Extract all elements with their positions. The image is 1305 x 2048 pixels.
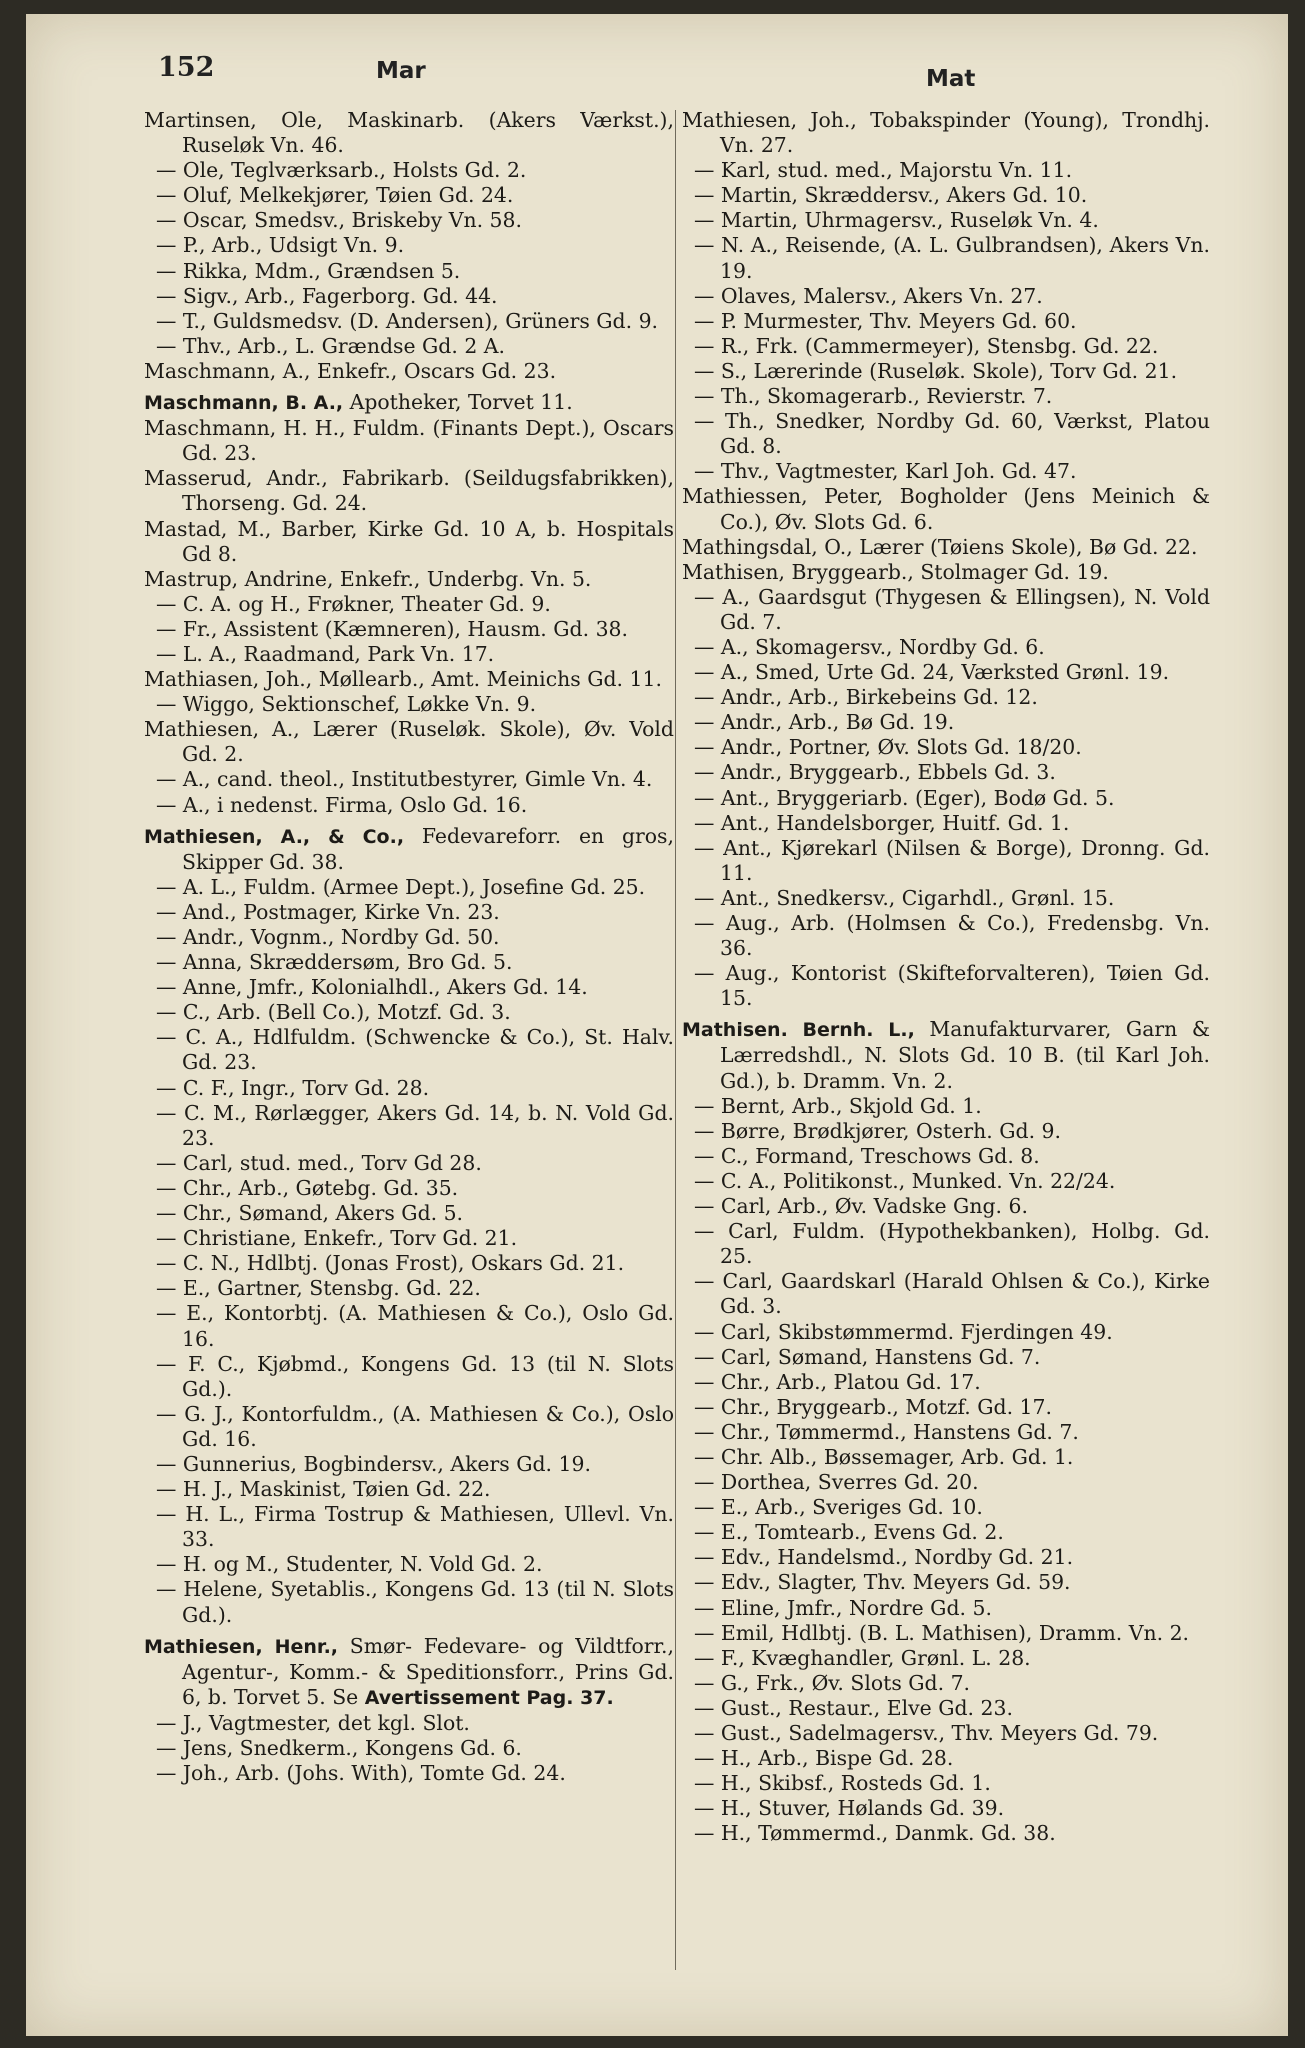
directory-entry (682, 1219, 1210, 1269)
directory-entry (144, 900, 674, 925)
entry-text: Mathiesen, Joh., Tobakspinder (Young), Trondhj. Vn. 27. (682, 108, 1210, 158)
entry-text: — A. L., Fuldm. (Armee Dept.), Josefine Gd. 25. (156, 874, 646, 899)
entry-text: — Martin, Skræddersv., Akers Gd. 10. (694, 183, 1088, 208)
directory-entry (144, 592, 674, 617)
directory-entry (682, 233, 1210, 283)
page-number: 152 (158, 52, 215, 83)
directory-entry (682, 1771, 1210, 1796)
entry-text: — Andr., Portner, Øv. Slots Gd. 18/20. (694, 735, 1082, 760)
entry-text: — Andr., Arb., Birkebeins Gd. 12. (694, 685, 1038, 710)
directory-entry (144, 667, 674, 692)
directory-entry (682, 459, 1210, 484)
directory-entry (144, 925, 674, 950)
entry-text: — Ole, Teglværksarb., Holsts Gd. 2. (156, 158, 527, 183)
entry-text: — H., Stuver, Hølands Gd. 39. (694, 1796, 1005, 1821)
directory-entry (144, 1000, 674, 1025)
entry-text: — Wiggo, Sektionschef, Løkke Vn. 9. (156, 692, 537, 717)
directory-entry (682, 1395, 1210, 1420)
header-right-word: Mat (926, 66, 976, 92)
entry-text: — Bernt, Arb., Skjold Gd. 1. (694, 1093, 982, 1118)
entry-text: — A., Gaardsgut (Thygesen & Ellingsen), N. Vold Gd. 7. (694, 584, 1210, 634)
entry-text: — Joh., Arb. (Johs. With), Tomte Gd. 24. (156, 1761, 566, 1786)
directory-entry (144, 1634, 674, 1711)
entry-text: Maschmann, A., Enkefr., Oscars Gd. 23. (144, 358, 557, 383)
directory-entry (144, 1452, 674, 1477)
entry-text: — Gust., Sadelmagersv., Thv. Meyers Gd. 79. (694, 1721, 1159, 1745)
directory-entry (682, 786, 1210, 811)
directory-entry (144, 1477, 674, 1502)
entry-text: — Edv., Handelsmd., Nordby Gd. 21. (694, 1545, 1074, 1570)
entry-text: — N. A., Reisende, (A. L. Gulbrandsen), Akers Vn. 19. (694, 233, 1210, 283)
left-column (144, 108, 674, 1786)
directory-entry (682, 1746, 1210, 1771)
directory-entry (144, 1176, 674, 1201)
directory-entry (144, 617, 674, 642)
entry-text: — H. L., Firma Tostrup & Mathiesen, Ullevl. Vn. 33. (156, 1502, 674, 1552)
entry-text: — Eline, Jmfr., Nordre Gd. 5. (694, 1595, 992, 1620)
entry-text: Manufakturvarer, Garn & Lærredshdl., N. Slots Gd. 10 B. (til Karl Joh. Gd.), b. Dramm. Vn. 2. (720, 1017, 1210, 1093)
page-header (26, 38, 1288, 92)
directory-entry (682, 585, 1210, 635)
entry-text: — Oluf, Melkekjører, Tøien Gd. 24. (156, 183, 514, 208)
directory-entry (144, 1352, 674, 1402)
entry-text: — Carl, Sømand, Hanstens Gd. 7. (694, 1344, 1041, 1369)
directory-entry (144, 1552, 674, 1577)
directory-entry (682, 660, 1210, 685)
directory-entry (682, 1495, 1210, 1520)
entry-text: — Anna, Skræddersøm, Bro Gd. 5. (156, 950, 513, 975)
entry-text: — Karl, stud. med., Majorstu Vn. 11. (694, 158, 1073, 183)
directory-entry (144, 517, 674, 567)
directory-entry (682, 158, 1210, 183)
entry-text: — Børre, Brødkjører, Osterh. Gd. 9. (694, 1118, 1062, 1143)
entry-text: — C. M., Rørlægger, Akers Gd. 14, b. N. Vold Gd. 23. (156, 1100, 674, 1150)
entry-text: — Edv., Slagter, Thv. Meyers Gd. 59. (694, 1570, 1071, 1595)
directory-entry (144, 1711, 674, 1736)
directory-entry (144, 975, 674, 1000)
entry-name-bold: Maschmann, B. A., (144, 392, 344, 415)
entry-text: — C. N., Hdlbtj. (Jonas Frost), Oskars Gd. 21. (156, 1251, 625, 1276)
entry-text: — Christiane, Enkefr., Torv Gd. 21. (156, 1226, 518, 1251)
entry-text: — Andr., Vognm., Nordby Gd. 50. (156, 925, 500, 949)
directory-entry (682, 183, 1210, 208)
directory-entry (144, 1251, 674, 1276)
entry-text: — Emil, Hdlbtj. (B. L. Mathisen), Dramm. Vn. 2. (694, 1620, 1190, 1645)
entry-text: — P. Murmester, Thv. Meyers Gd. 60. (694, 308, 1077, 333)
entry-text: — E., Kontorbtj. (A. Mathiesen & Co.), Oslo Gd. 16. (156, 1301, 674, 1351)
entry-text: — Carl, Skibstømmermd. Fjerdingen 49. (694, 1319, 1113, 1344)
entry-text: — Th., Snedker, Nordby Gd. 60, Værkst, Platou Gd. 8. (694, 409, 1210, 459)
directory-entry (682, 208, 1210, 233)
directory-entry (144, 208, 674, 233)
entry-text: — Andr., Arb., Bø Gd. 19. (694, 710, 955, 735)
directory-entry (682, 1445, 1210, 1470)
entry-reference-bold: Avertissement Pag. 37. (364, 1686, 614, 1709)
directory-entry (682, 1119, 1210, 1144)
entry-text: Mathiesen, A., Lærer (Ruseløk. Skole), Øv. Vold Gd. 2. (144, 717, 674, 767)
entry-text: Mathingsdal, O., Lærer (Tøiens Skole), Bø Gd. 22. (682, 534, 1198, 559)
header-left-word: Mar (376, 58, 426, 84)
directory-entry (682, 1269, 1210, 1319)
entry-text: — Ant., Kjørekarl (Nilsen & Borge), Dronng. Gd. 11. (694, 835, 1210, 885)
directory-entry (144, 1201, 674, 1226)
entry-text: — S., Lærerinde (Ruseløk. Skole), Torv Gd. 21. (694, 358, 1178, 383)
column-divider (675, 110, 676, 1970)
directory-entry (682, 1696, 1210, 1721)
entry-text: Maschmann, H. H., Fuldm. (Finants Dept.), Oscars Gd. 23. (144, 416, 674, 466)
entry-text: — R., Frk. (Cammermeyer), Stensbg. Gd. 22. (694, 333, 1159, 358)
directory-entry (144, 793, 674, 818)
directory-entry (682, 1596, 1210, 1621)
entry-text: — H. J., Maskinist, Tøien Gd. 22. (156, 1477, 491, 1502)
directory-entry (682, 535, 1210, 560)
entry-text: — Thv., Vagtmester, Karl Joh. Gd. 47. (694, 459, 1077, 484)
entry-text: Fedevareforr. en gros, Skipper Gd. 38. (182, 823, 675, 874)
entry-text: — A., Smed, Urte Gd. 24, Værksted Grønl. 19. (694, 660, 1170, 685)
entry-text: — Thv., Arb., L. Grændse Gd. 2 A. (156, 333, 505, 358)
directory-entry (682, 685, 1210, 710)
entry-text: — F. C., Kjøbmd., Kongens Gd. 13 (til N. Slots Gd.). (156, 1351, 674, 1401)
directory-entry (144, 233, 674, 258)
directory-entry (682, 359, 1210, 384)
directory-entry (682, 1570, 1210, 1595)
directory-entry (682, 1370, 1210, 1395)
entry-text: — C., Formand, Treschows Gd. 8. (694, 1143, 1040, 1168)
entry-text: — C., Arb. (Bell Co.), Motzf. Gd. 3. (156, 1000, 511, 1025)
entry-text: — F., Kvæghandler, Grønl. L. 28. (694, 1645, 1031, 1670)
entry-text: — H., Arb., Bispe Gd. 28. (694, 1746, 954, 1771)
directory-entry (144, 416, 674, 466)
entry-text: — H. og M., Studenter, N. Vold Gd. 2. (156, 1552, 543, 1577)
entry-text: — Aug., Arb. (Holmsen & Co.), Fredensbg. Vn. 36. (694, 911, 1210, 961)
entry-text: — Gust., Restaur., Elve Gd. 23. (694, 1695, 1013, 1720)
entry-text: — E., Tomtearb., Evens Gd. 2. (694, 1520, 1004, 1545)
directory-entry (144, 950, 674, 975)
entry-text: — T., Guldsmedsv. (D. Andersen), Grüners Gd. 9. (156, 308, 659, 333)
directory-entry (682, 1796, 1210, 1821)
entry-text: Smør- Fedevare- og Vildtforr., Agentur-, Komm.- & Speditionsforr., Prins Gd. 6, b. Torvet 5. Se (182, 1633, 674, 1709)
directory-entry (144, 1276, 674, 1301)
directory-entry (144, 183, 674, 208)
entry-text: — C. A., Politikonst., Munked. Vn. 22/24. (694, 1168, 1116, 1193)
entry-text: — E., Gartner, Stensbg. Gd. 22. (156, 1276, 481, 1301)
directory-entry (682, 409, 1210, 459)
directory-entry (682, 760, 1210, 785)
directory-entry (144, 767, 674, 792)
directory-entry (682, 1345, 1210, 1370)
directory-entry (144, 158, 674, 183)
entry-text: — Dorthea, Sverres Gd. 20. (694, 1470, 979, 1495)
entry-text: — Chr., Arb., Platou Gd. 17. (694, 1369, 981, 1394)
entry-text: — Oscar, Smedsv., Briskeby Vn. 58. (156, 208, 522, 233)
right-column (682, 108, 1210, 1846)
entry-text: — J., Vagtmester, det kgl. Slot. (156, 1710, 470, 1735)
entry-text: — Gunnerius, Bogbindersv., Akers Gd. 19. (156, 1451, 591, 1476)
directory-entry (144, 108, 674, 158)
entry-text: Mathiessen, Peter, Bogholder (Jens Meinich & Co.), Øv. Slots Gd. 6. (682, 484, 1210, 534)
directory-entry (682, 560, 1210, 585)
directory-entry (144, 692, 674, 717)
entry-text: Mastad, M., Barber, Kirke Gd. 10 A, b. Hospitals Gd 8. (144, 516, 674, 566)
entry-text: — H., Tømmermd., Danmk. Gd. 38. (694, 1821, 1056, 1846)
entry-text: — C. F., Ingr., Torv Gd. 28. (156, 1075, 430, 1100)
directory-entry (682, 1671, 1210, 1696)
directory-entry (144, 1101, 674, 1151)
directory-entry (682, 284, 1210, 309)
directory-entry (144, 359, 674, 384)
directory-entry (144, 1025, 674, 1075)
directory-entry (144, 1301, 674, 1351)
entry-text: — Chr., Tømmermd., Hanstens Gd. 7. (694, 1419, 1079, 1444)
directory-entry (682, 1094, 1210, 1119)
entry-text: — Th., Skomagerarb., Revierstr. 7. (694, 384, 1053, 409)
directory-entry (144, 1151, 674, 1176)
entry-text: — Ant., Handelsborger, Huitf. Gd. 1. (694, 810, 1070, 835)
directory-entry (144, 824, 674, 875)
directory-entry (144, 284, 674, 309)
directory-entry (682, 710, 1210, 735)
entry-text: — Aug., Kontorist (Skifteforvalteren), Tøien Gd. 15. (694, 961, 1210, 1011)
entry-text: — Carl, Fuldm. (Hypothekbanken), Holbg. Gd. 25. (694, 1219, 1210, 1269)
entry-text: — Ant., Bryggeriarb. (Eger), Bodø Gd. 5. (694, 785, 1115, 810)
directory-entry (144, 1402, 674, 1452)
entry-text: — Fr., Assistent (Kæmneren), Hausm. Gd. 38. (156, 616, 629, 641)
directory-entry (144, 1577, 674, 1627)
directory-entry (682, 886, 1210, 911)
directory-entry (682, 1545, 1210, 1570)
directory-entry (682, 1646, 1210, 1671)
directory-entry (144, 1076, 674, 1101)
entry-text: — Anne, Jmfr., Kolonialhdl., Akers Gd. 14. (156, 975, 588, 1000)
directory-entry (682, 1194, 1210, 1219)
directory-entry (144, 1226, 674, 1251)
entry-text: — Chr., Arb., Gøtebg. Gd. 35. (156, 1175, 459, 1200)
entry-text: — Chr., Sømand, Akers Gd. 5. (156, 1201, 464, 1226)
entry-text: Apotheker, Torvet 11. (343, 390, 573, 415)
directory-entry (682, 334, 1210, 359)
directory-entry (682, 309, 1210, 334)
directory-entry (682, 384, 1210, 409)
entry-text: — Andr., Bryggearb., Ebbels Gd. 3. (694, 760, 1056, 785)
entry-text: — Sigv., Arb., Fagerborg. Gd. 44. (156, 283, 498, 308)
entry-text: — Carl, Gaardskarl (Harald Ohlsen & Co.), Kirke Gd. 3. (694, 1269, 1210, 1319)
entry-text: Mathisen, Bryggearb., Stolmager Gd. 19. (682, 559, 1109, 584)
directory-entry (144, 1502, 674, 1552)
entry-text: — C. A., Hdlfuldm. (Schwencke & Co.), St. Halv. Gd. 23. (156, 1025, 674, 1075)
entry-text: — Carl, stud. med., Torv Gd 28. (156, 1150, 482, 1175)
entry-text: — Olaves, Malersv., Akers Vn. 27. (694, 283, 1043, 308)
entry-name-bold: Mathiesen, A., & Co., (144, 825, 405, 848)
directory-entry (682, 1621, 1210, 1646)
entry-text: — Carl, Arb., Øv. Vadske Gng. 6. (694, 1194, 1028, 1219)
directory-entry (144, 390, 674, 416)
directory-entry (682, 961, 1210, 1011)
directory-entry (682, 1520, 1210, 1545)
directory-entry (144, 259, 674, 284)
entry-text: — Rikka, Mdm., Grændsen 5. (156, 258, 461, 283)
entry-text: Masserud, Andr., Fabrikarb. (Seildugsfabrikken), Thorseng. Gd. 24. (144, 466, 674, 516)
entry-text: — G. J., Kontorfuldm., (A. Mathiesen & Co.), Oslo Gd. 16. (156, 1401, 674, 1451)
directory-entry (144, 1736, 674, 1761)
directory-entry (682, 836, 1210, 886)
directory-entry (682, 635, 1210, 660)
entry-text: — Martin, Uhrmagersv., Ruseløk Vn. 4. (694, 208, 1099, 233)
entry-text: — A., i nedenst. Firma, Oslo Gd. 16. (156, 792, 528, 817)
entry-text: — Ant., Snedkersv., Cigarhdl., Grønl. 15. (694, 885, 1115, 910)
directory-entry (682, 1420, 1210, 1445)
directory-entry (144, 642, 674, 667)
directory-entry (144, 309, 674, 334)
directory-entry (682, 1144, 1210, 1169)
directory-entry (682, 1017, 1210, 1093)
directory-entry (144, 567, 674, 592)
directory-entry (144, 466, 674, 516)
directory-entry (682, 108, 1210, 158)
directory-entry (682, 1320, 1210, 1345)
entry-text: — Helene, Syetablis., Kongens Gd. 13 (til N. Slots Gd.). (156, 1577, 674, 1627)
entry-text: — A., cand. theol., Institutbestyrer, Gimle Vn. 4. (156, 767, 653, 792)
entry-text: Mathiasen, Joh., Møllearb., Amt. Meinichs Gd. 11. (144, 667, 662, 692)
entry-text: — P., Arb., Udsigt Vn. 9. (156, 233, 405, 258)
entry-text: — Chr., Bryggearb., Motzf. Gd. 17. (694, 1394, 1052, 1419)
directory-page (26, 14, 1288, 2036)
directory-entry (682, 735, 1210, 760)
entry-text: — G., Frk., Øv. Slots Gd. 7. (694, 1670, 971, 1695)
entry-text: — Jens, Snedkerm., Kongens Gd. 6. (156, 1736, 522, 1760)
entry-text: — H., Skibsf., Rosteds Gd. 1. (694, 1771, 991, 1796)
entry-text: — A., Skomagersv., Nordby Gd. 6. (694, 634, 1045, 659)
entry-text: — E., Arb., Sveriges Gd. 10. (694, 1495, 983, 1520)
entry-text: — C. A. og H., Frøkner, Theater Gd. 9. (156, 591, 551, 616)
directory-entry (144, 334, 674, 359)
entry-text: — And., Postmager, Kirke Vn. 23. (156, 899, 500, 924)
directory-entry (682, 911, 1210, 961)
directory-entry (682, 484, 1210, 534)
directory-entry (682, 1721, 1210, 1746)
directory-entry (144, 875, 674, 900)
directory-entry (682, 1169, 1210, 1194)
directory-entry (144, 1761, 674, 1786)
directory-entry (682, 1470, 1210, 1495)
directory-entry (144, 717, 674, 767)
entry-name-bold: Mathiesen, Henr., (144, 1635, 339, 1658)
entry-name-bold: Mathisen. Bernh. L., (682, 1019, 915, 1042)
entry-text: Mastrup, Andrine, Enkefr., Underbg. Vn. 5. (144, 566, 592, 591)
directory-entry (682, 811, 1210, 836)
entry-text: — L. A., Raadmand, Park Vn. 17. (156, 641, 495, 666)
entry-text: Martinsen, Ole, Maskinarb. (Akers Værkst.), Ruseløk Vn. 46. (144, 108, 674, 158)
entry-text: — Chr. Alb., Bøssemager, Arb. Gd. 1. (694, 1444, 1074, 1469)
directory-entry (682, 1821, 1210, 1846)
